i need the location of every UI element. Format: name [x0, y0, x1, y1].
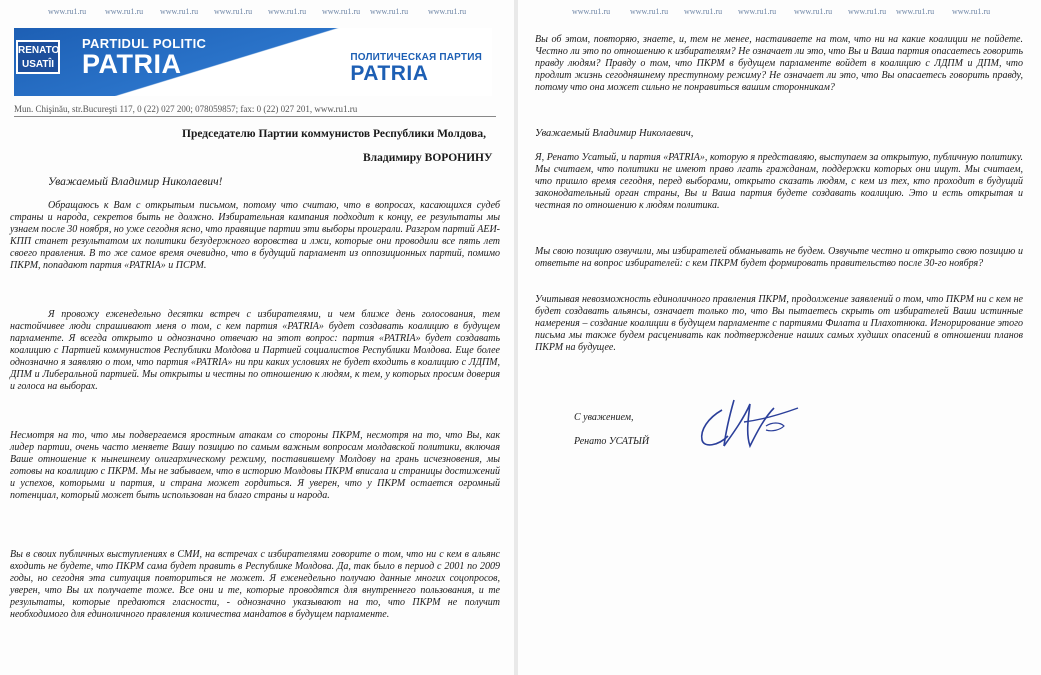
letter-paragraph: Обращаюсь к Вам с открытым письмом, потому что считаю, что в вопросах, касающихся судеб страны и народа, секретов быть не должно. Избирательная кампания подходит к концу, ее результаты мы узнаем после 30 ноября, но уже сегодня ясно, что правящие партии эти выборы проиграли. Разгром партий АЕИ-КПП станет результатом их политики безудержного воровства и лжи, которые они проводили все пять лет своего правления. В то же самое время очевидно, что в будущий парламент из оппозиционных партий, помимо ПКРМ, попадают партия «PATRIA» и ПСРМ. [10, 200, 500, 271]
watermark-text: www.ru1.ru [105, 7, 144, 16]
letterhead [14, 28, 492, 96]
addressee-name: Владимиру ВОРОНИНУ [363, 152, 493, 164]
party-name-ro-line1: PARTIDUL POLITIC [82, 36, 207, 51]
watermark-text: www.ru1.ru [48, 7, 87, 16]
letterhead-address: Mun. Chişinău, str.Bucureşti 117, 0 (22) 027 200; 078059857; fax: 0 (22) 027 201, www.ru1.ru [14, 104, 358, 114]
letter-paragraph: Вы в своих публичных выступлениях в СМИ, на встречах с избирателями говорите о том, что ни с кем в альянс входить не будете, что ПКРМ сама будет править в Республике Молдова. Да, так было в период с 2001 по 2009 годы, но сегодня эта ситуация повториться не может. Я еженедельно получаю данные многих соцопросов, уверен, что Вы их получаете тоже. Все они и те, которые проводятся для внутреннего пользования, и те результаты, которые предаются гласности, - однозначно указывают на то, что ПКРМ не получит необходимого для единоличного правления количества мандатов в будущем парламенте. [10, 549, 500, 620]
watermark-text: www.ru1.ru [738, 7, 777, 16]
letter-repeat-greeting: Уважаемый Владимир Николаевич, [535, 128, 694, 139]
watermark-text: www.ru1.ru [214, 7, 253, 16]
watermark-text: www.ru1.ru [160, 7, 199, 16]
watermark-text: www.ru1.ru [848, 7, 887, 16]
letter-paragraph: Учитывая невозможность единоличного правления ПКРМ, продолжение заявлений о том, что ПКРМ ни с кем не будет создавать альянсы, означает только то, что Вы пытаетесь скрыть от избирателей Ваши истинные намерения – создание коалиции в будущем парламенте с партиями Филата и Плахотнюка. Игнорирование этого письма мы также будем расценивать как подтверждение наших самых худших опасений в отношении планов ПКРМ на будущее. [535, 294, 1023, 353]
letter-paragraph: Несмотря на то, что мы подвергаемся яростным атакам со стороны ПКРМ, несмотря на то, что Вы, как лидер партии, очень часто меняете Вашу позицию по самым важным вопросам молдавской политики, включая Ваше отношение к нынешнему олигархическому режиму, поставившему Молдову на грань исчезновения, мы готовы на коалицию с ПКРМ. Мы не забываем, что в историю Молдовы ПКРМ вписала и страницы достижений и успехов, которыми и партия, и страна может гордиться. Я уверен, что у ПКРМ остается огромный потенциал, который может быть использован на благо страны и народа. [10, 430, 500, 501]
party-name-ro-line2: PATRIA [82, 49, 182, 79]
logo-line2: USATÎI [21, 59, 55, 70]
watermark-text: www.ru1.ru [952, 7, 991, 16]
party-name-ru-line2: PATRIA [350, 62, 429, 85]
watermark-text: www.ru1.ru [572, 7, 611, 16]
watermark-text: www.ru1.ru [428, 7, 467, 16]
watermark-text: www.ru1.ru [268, 7, 307, 16]
watermark-text: www.ru1.ru [370, 7, 409, 16]
letter-paragraph: Я провожу еженедельно десятки встреч с избирателями, и чем ближе день голосования, тем настойчивее люди спрашивают меня о том, с кем партия «PATRIA» будет создавать коалицию в будущем парламенте. Я всегда открыто и однозначно отвечаю на этот вопрос: партия «PATRIA» будет создавать коалицию с Партией коммунистов Республики Молдова и Партией социалистов Республики Молдова. Еще более однозначно я заявляю о том, что партия «PATRIA» ни при каких условиях не будет входить в коалицию с ЛДПМ, ДПМ и Либеральной партией. Мы открыты и честны по отношению к людям, к тем, у которых просим доверия и голоса на выборах. [10, 309, 500, 392]
watermark-text: www.ru1.ru [896, 7, 935, 16]
logo-line1: RENATO [18, 45, 60, 56]
watermark-text: www.ru1.ru [684, 7, 723, 16]
addressee-title: Председателю Партии коммунистов Республики Молдова, [182, 128, 486, 140]
watermark-text: www.ru1.ru [322, 7, 361, 16]
letter-page-right [518, 0, 1041, 675]
watermark-text: www.ru1.ru [794, 7, 833, 16]
party-logo [16, 40, 60, 74]
party-name-russian [350, 52, 482, 85]
watermark-text: www.ru1.ru [630, 7, 669, 16]
letter-paragraph: Мы свою позицию озвучили, мы избирателей обманывать не будем. Озвучьте честно и открыто свою позицию и ответьте на вопрос избирателей: с кем ПКРМ будет формировать правительство после 30-го ноября? [535, 246, 1023, 269]
signature-icon [694, 396, 804, 452]
party-name-ru-line1: ПОЛИТИЧЕСКАЯ ПАРТИЯ [350, 52, 482, 63]
letter-greeting: Уважаемый Владимир Николаевич! [48, 176, 223, 188]
letter-closing: С уважением, [574, 412, 634, 423]
letterhead-divider [14, 116, 496, 117]
signer-name: Ренато УСАТЫЙ [574, 436, 650, 447]
letter-paragraph: Вы об этом, повторяю, знаете, и, тем не менее, настаиваете на том, что ни на какие коалиции не пойдете. Честно ли это по отношению к избирателям? Не означает ли это, что Вы и Ваша партия опасаетесь говорить правду людям? Правду о том, что ПКРМ в будущем парламенте войдет в коалицию с ЛДПМ и ДПМ, что продлит жизнь сегодняшнему преступному режиму? Не означает ли это, что Вы опасаетесь говорить правду, потому что она может сильно не понравиться вашим сторонникам? [535, 34, 1023, 93]
letter-paragraph: Я, Ренато Усатый, и партия «PATRIA», которую я представляю, выступаем за открытую, публичную политику. Мы считаем, что политики не имеют право лгать гражданам, поддержки которых они ищут. Мы считаем, что пришло время сегодня, перед выборами, открыто сказать людям, с кем из тех, кто проходит в будущий законодательный орган страны, Вы и Ваша партия будете создавать коалицию. Это и есть открытая и честная по отношению к людям политика. [535, 152, 1023, 211]
letter-page-left [0, 0, 514, 675]
party-name-romanian [82, 36, 206, 77]
